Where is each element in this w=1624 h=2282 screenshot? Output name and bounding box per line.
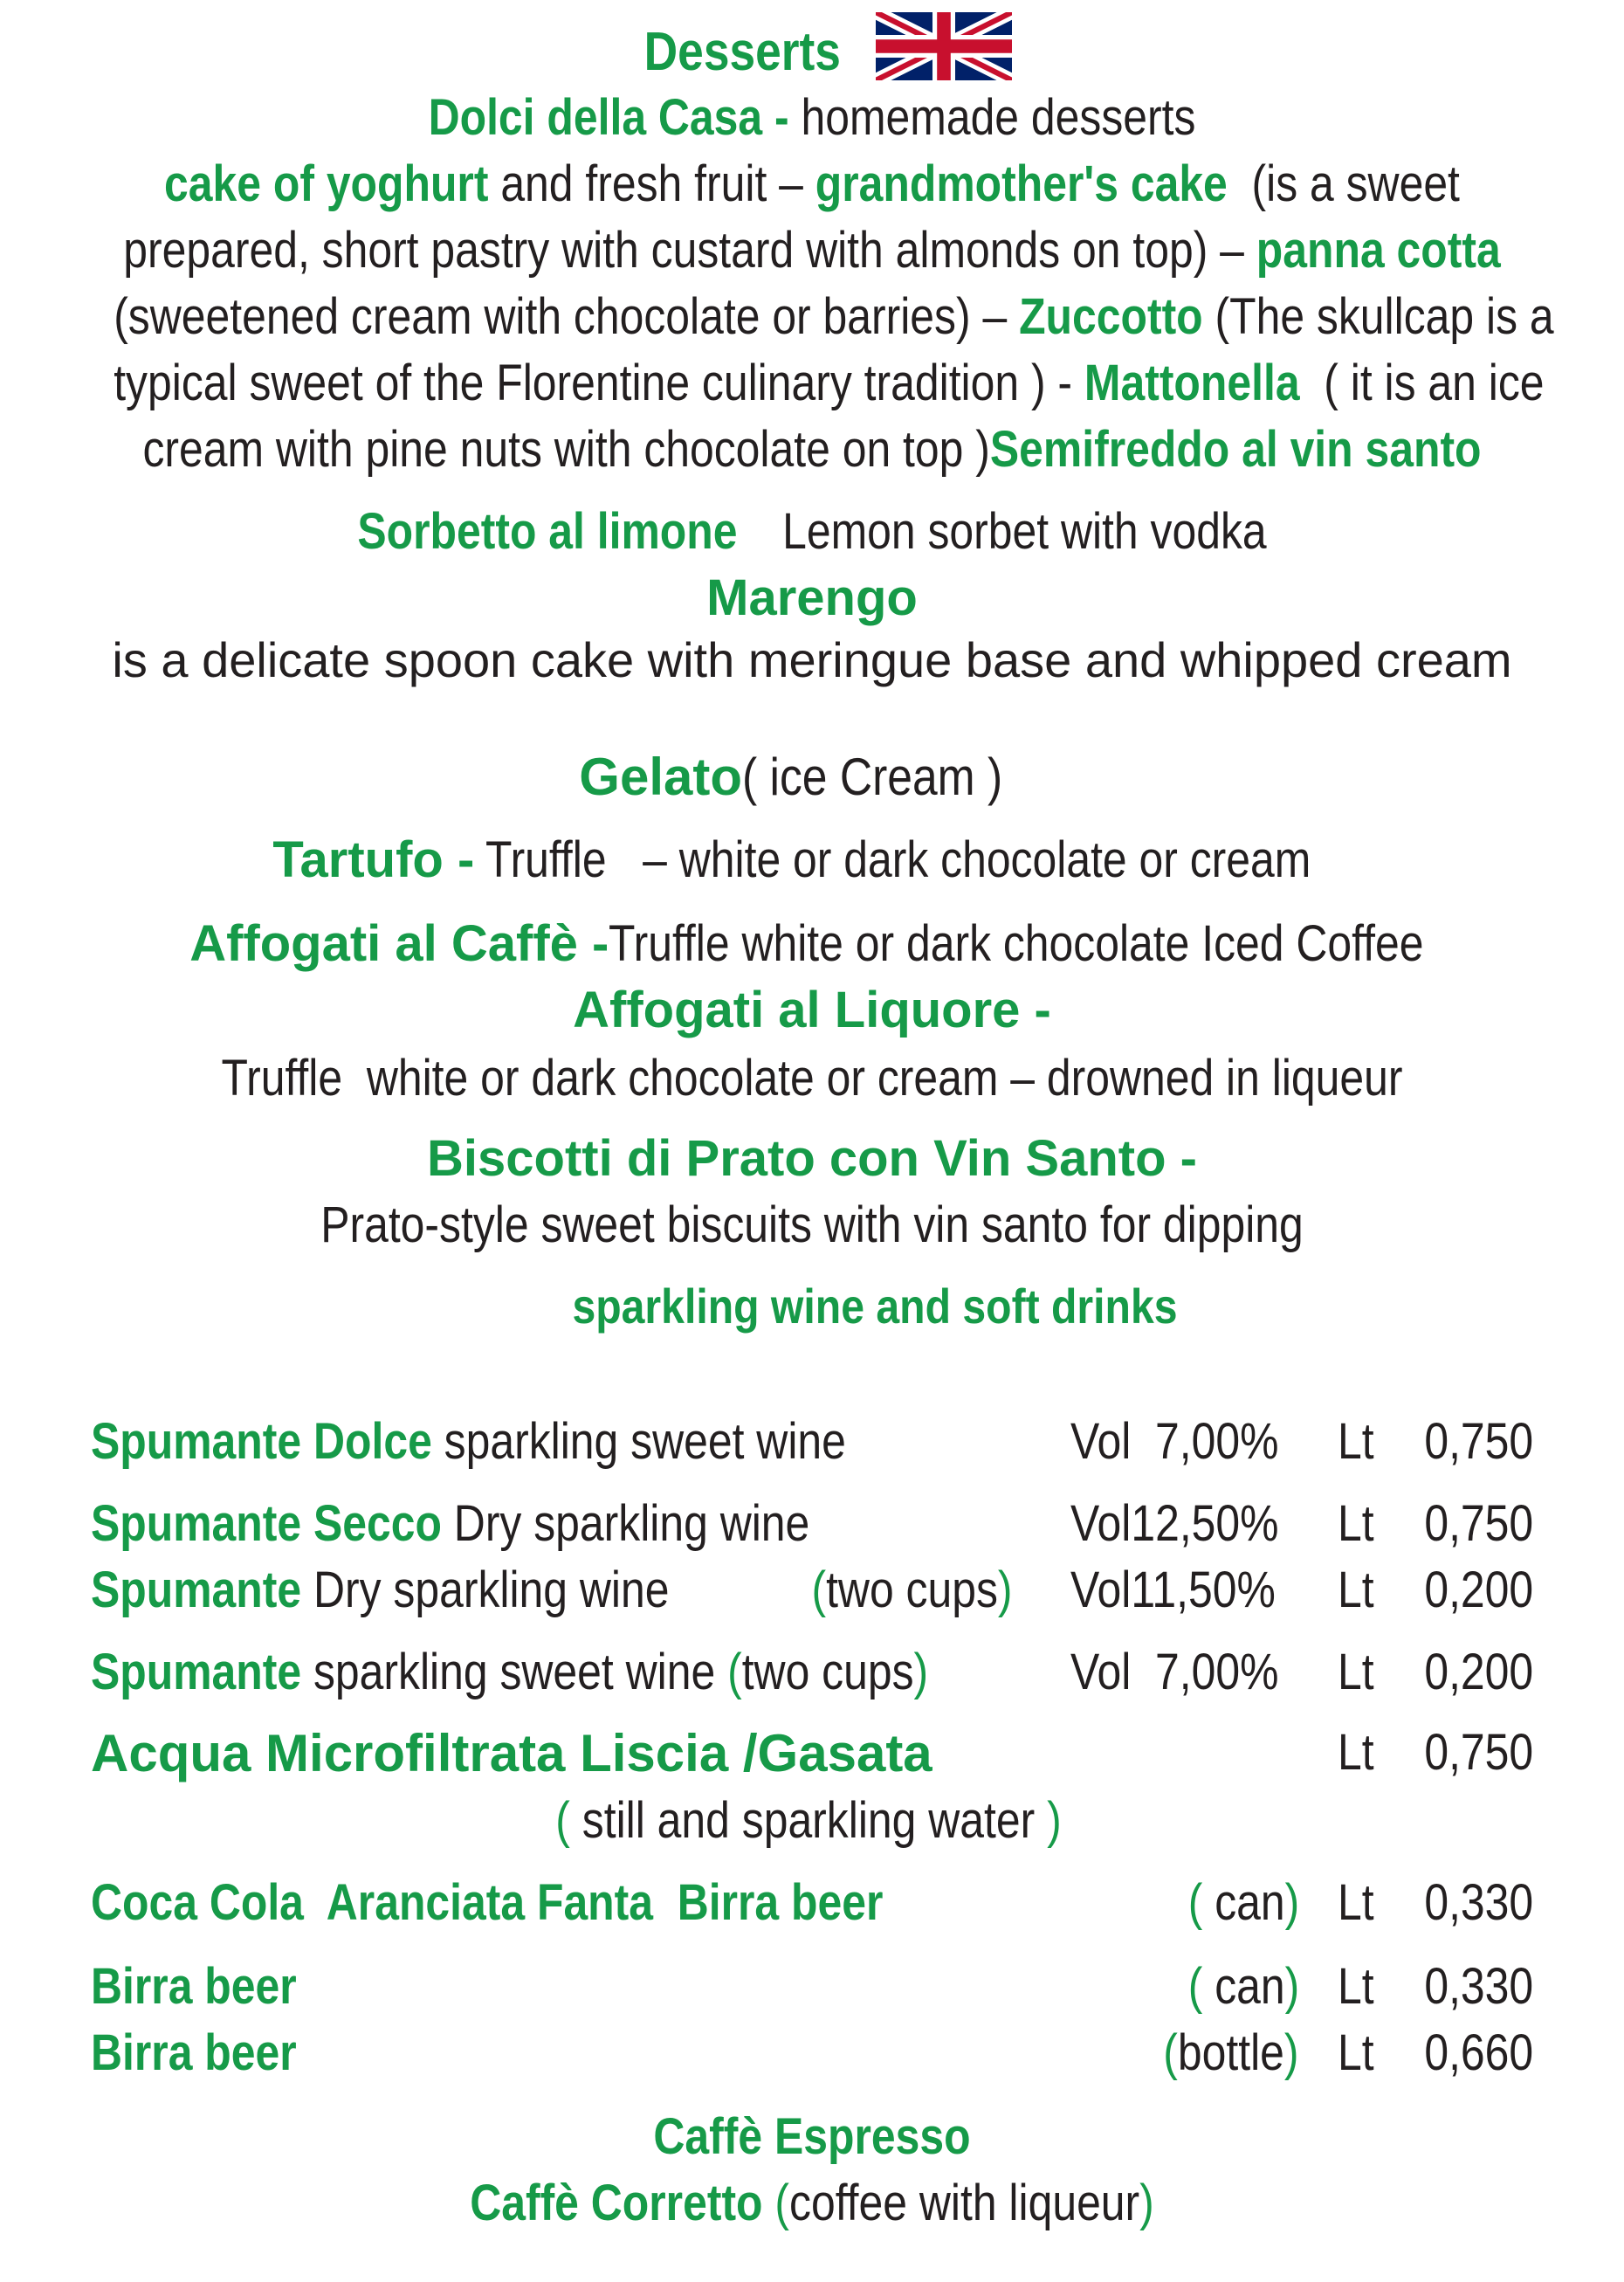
drink-name-cell: Coca Cola Aranciata Fanta Birra beer [91,1874,884,1931]
drink-row [0,1958,1624,2023]
drink-row [0,1724,1624,1789]
affogati-liquore-desc-line [114,1050,1510,1107]
marengo-name: Marengo [706,569,918,626]
sorbetto-desc: Lemon sorbet with vodka [782,503,1267,560]
dessert-para-line-3: (sweetened cream with chocolate or barries) – Zuccotto (The skullcap is a [114,288,1554,345]
zuccotto-name: Zuccotto [1019,288,1203,345]
drink-lt: Lt [1338,1562,1374,1618]
drink-container: (two cups) [811,1562,1013,1618]
drink-liters: 0,660 [1424,2024,1533,2081]
affogati-caffe-line [0,915,1624,972]
tartufo-desc: Truffle – white or dark chocolate or cream [474,831,1311,888]
dessert-para-line-4: typical sweet of the Florentine culinary tradition ) - Mattonella ( it is an ice [114,355,1545,411]
drink-container: ( can) [1187,1874,1299,1931]
marengo-desc-line [0,632,1624,687]
tartufo-name: Tartufo - [272,831,475,888]
drink-lt: Lt [1338,1495,1374,1552]
drink-lt: Lt [1338,1874,1374,1931]
drink-name-cell: Acqua Microfiltrata Liscia /Gasata [91,1724,932,1782]
drink-name-cell: Spumante Secco Dry sparkling wine [91,1495,810,1552]
page-title: Desserts [643,22,841,82]
affogati-liquore-desc: Truffle white or dark chocolate or cream – drowned in liqueur [221,1050,1403,1107]
drink-vol: Vol 7,00% [1070,1644,1279,1700]
water-note-line: ( still and sparkling water ) [555,1792,1062,1849]
drink-liters: 0,330 [1424,1874,1533,1931]
drink-lt: Lt [1338,1413,1374,1470]
dessert-para-line-5: cream with pine nuts with chocolate on top )Semifreddo al vin santo [142,421,1482,478]
sorbetto-name: Sorbetto al limone [357,503,738,560]
drink-vol: Vol11,50% [1070,1562,1276,1618]
drink-lt: Lt [1338,1644,1374,1700]
drink-liters: 0,750 [1424,1724,1533,1781]
drink-vol: Vol 7,00% [1070,1413,1279,1470]
drink-liters: 0,750 [1424,1413,1533,1470]
drinks-heading: sparkling wine and soft drinks [572,1279,1178,1334]
drinks-heading-line [176,1279,1573,1334]
espresso-line [114,2108,1510,2165]
dolci-name: Dolci della Casa - [428,89,789,146]
espresso-name: Caffè Espresso [653,2108,971,2165]
corretto-line: Caffè Corretto (coffee with liqueur) [470,2175,1154,2231]
tartufo-line [0,831,1624,888]
drink-container: two cups [741,1644,914,1700]
drink-liters: 0,750 [1424,1495,1533,1552]
drink-row [0,1413,1624,1478]
drink-row [0,2024,1624,2089]
biscotti-title-line [0,1130,1624,1187]
dessert-para-line-1: cake of yoghurt and fresh fruit – grandmother's cake (is a sweet [164,155,1460,212]
panna-cotta-name: panna cotta [1256,222,1501,279]
drink-name-cell: Spumante Dolce sparkling sweet wine [91,1413,846,1470]
drink-lt: Lt [1338,1958,1374,2015]
corretto-name: Caffè Corretto [470,2175,763,2231]
dolci-line [114,89,1510,146]
marengo-desc: is a delicate spoon cake with meringue base and whipped cream [112,632,1512,687]
drink-lt: Lt [1338,1724,1374,1781]
drink-row [0,1495,1624,1560]
gelato-name: Gelato [579,748,742,806]
grandmothers-cake-name: grandmother's cake [815,155,1228,212]
dessert-para-line-2: prepared, short pastry with custard with almonds on top) – panna cotta [123,222,1501,279]
drink-name-cell: Birra beer [91,2024,297,2081]
affogati-liquore-title-line [0,982,1624,1038]
marengo-title-line [0,569,1624,626]
biscotti-desc: Prato-style sweet biscuits with vin santo for dipping [320,1196,1304,1253]
drink-vol: Vol12,50% [1070,1495,1279,1552]
drink-row [0,1644,1624,1708]
yoghurt-cake-name: cake of yoghurt [164,155,489,212]
gelato-desc: ( ice Cream ) [742,748,1003,806]
gelato-line [0,748,1624,806]
corretto-desc: coffee with liqueur [789,2175,1140,2231]
affogati-caffe-name: Affogati al Caffè - [189,915,609,972]
mattonella-name: Mattonella [1084,355,1300,411]
semifreddo-name: Semifreddo al vin santo [989,421,1482,478]
drink-row [0,1562,1624,1626]
biscotti-name: Biscotti di Prato con Vin Santo - [427,1130,1197,1187]
uk-flag-icon [876,12,1012,80]
drink-name-cell: Birra beer [91,1958,297,2015]
biscotti-desc-line [114,1196,1510,1253]
drink-name-cell: Spumante Dry sparkling wine [91,1562,670,1618]
dolci-desc: homemade desserts [801,89,1196,146]
sorbetto-line [114,503,1510,560]
drink-container: (bottle) [1163,2024,1299,2081]
drink-name-cell: Spumante sparkling sweet wine (two cups) [91,1644,929,1700]
drink-liters: 0,200 [1424,1644,1533,1700]
drink-container: ( can) [1187,1958,1299,2015]
drink-liters: 0,200 [1424,1562,1533,1618]
drink-liters: 0,330 [1424,1958,1533,2015]
drink-row [0,1874,1624,1939]
affogati-liquore-name: Affogati al Liquore - [573,982,1051,1038]
water-note: still and sparkling water [569,1792,1048,1849]
drink-lt: Lt [1338,2024,1374,2081]
affogati-caffe-desc: Truffle white or dark chocolate Iced Coffee [609,915,1424,972]
title-line [0,12,1624,80]
